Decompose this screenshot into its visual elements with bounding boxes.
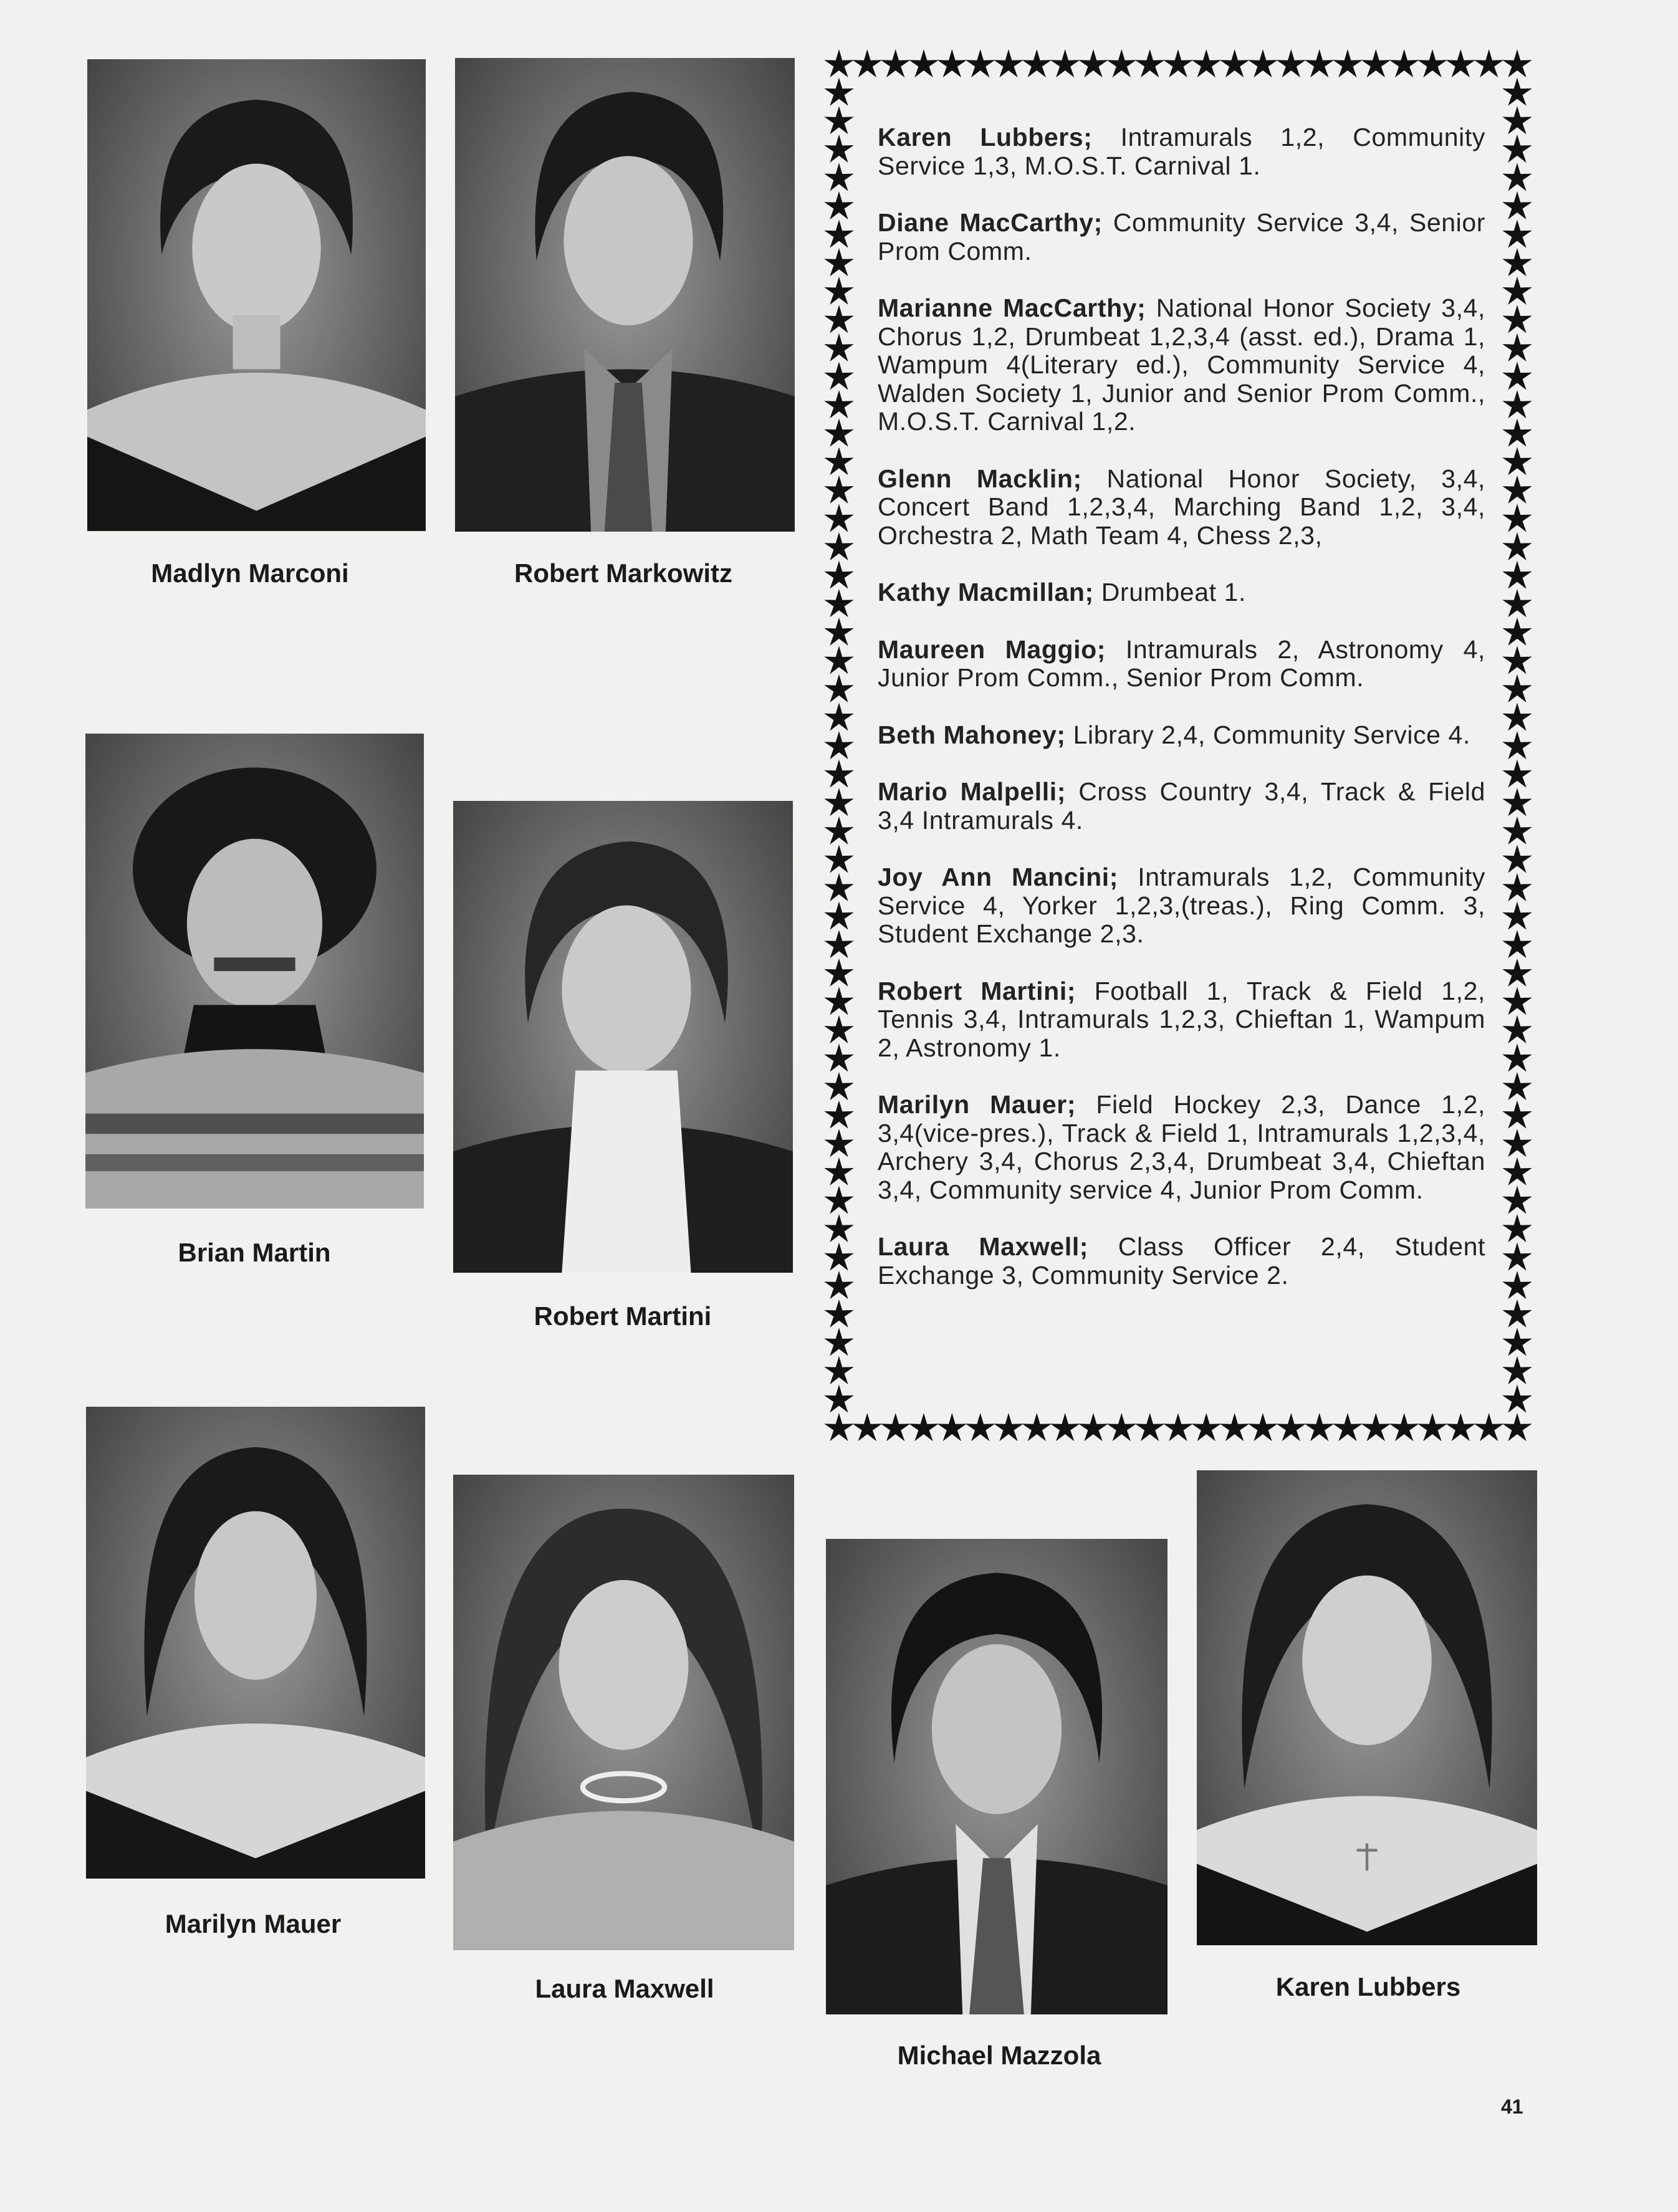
star-icon <box>824 419 854 447</box>
star-icon <box>1502 561 1532 589</box>
bio-activities: National Honor Society 3,4, Chorus 1,2, Drumbeat 1,2,3,4 (asst. ed.), Drama 1, Wampum 4(Literary ed.), Community Service 4, Walden Society 1, Junior and Senior Prom Comm., M.O.S.T. Carnival 1,2. <box>878 294 1485 436</box>
bio-student-name: Glenn Macklin; <box>878 464 1082 493</box>
bio-activities: Drumbeat 1. <box>1093 578 1246 606</box>
star-icon <box>1502 1185 1532 1214</box>
star-icon <box>1502 987 1532 1015</box>
star-icon <box>824 646 854 674</box>
star-icon <box>1277 49 1306 77</box>
star-icon <box>1502 731 1532 759</box>
star-icon <box>1446 49 1476 77</box>
star-icon <box>1502 78 1532 106</box>
bio-entry <box>878 578 1485 607</box>
star-icon <box>1417 49 1447 77</box>
star-icon <box>824 49 854 77</box>
star-icon <box>1220 49 1250 77</box>
star-icon <box>937 49 967 77</box>
star-icon <box>1502 902 1532 930</box>
bio-student-name: Marilyn Mauer; <box>878 1090 1076 1119</box>
bio-student-name: Maureen Maggio; <box>878 634 1106 664</box>
star-icon <box>824 248 854 276</box>
star-icon <box>1417 1413 1447 1441</box>
star-icon <box>1361 49 1391 77</box>
photo-caption: Karen Lubbers <box>1275 1972 1461 2001</box>
star-icon <box>824 1214 854 1242</box>
bio-activities: Community Service 3,4, Senior Prom Comm. <box>878 208 1485 266</box>
star-icon <box>994 1413 1024 1441</box>
star-icon <box>1248 1413 1278 1441</box>
star-icon <box>824 930 854 958</box>
star-icon <box>824 191 854 219</box>
star-icon <box>1502 447 1532 475</box>
bio-entry <box>878 465 1485 550</box>
bio-activities: Class Officer 2,4, Student Exchange 3, Community Service 2. <box>878 1232 1485 1290</box>
star-icon <box>824 788 854 816</box>
star-icon <box>1502 1300 1532 1328</box>
star-icon <box>1333 49 1363 77</box>
star-icon <box>824 1384 854 1412</box>
photo-caption: Robert Martini <box>534 1301 712 1331</box>
star-icon <box>824 78 854 106</box>
photo-caption: Madlyn Marconi <box>151 558 349 588</box>
bio-entry <box>878 294 1485 436</box>
star-icon <box>824 361 854 390</box>
star-icon <box>824 390 854 418</box>
star-icon <box>824 106 854 134</box>
bio-entry <box>878 123 1485 180</box>
star-icon <box>1502 1129 1532 1157</box>
star-icon <box>937 1413 967 1441</box>
star-icon <box>1502 1356 1532 1384</box>
star-icon <box>824 1328 854 1356</box>
star-icon <box>824 731 854 759</box>
star-icon <box>994 49 1024 77</box>
bio-activities: Intramurals 2, Astronomy 4, Junior Prom Comm., Senior Prom Comm. <box>878 634 1486 692</box>
star-icon <box>1502 1243 1532 1271</box>
star-icon <box>824 532 854 560</box>
photo-caption: Robert Markowitz <box>514 558 733 588</box>
portrait-photo-robert-martini <box>453 801 793 1273</box>
star-icon <box>1220 1413 1250 1441</box>
star-icon <box>1502 816 1532 845</box>
star-icon <box>1333 1413 1363 1441</box>
star-icon <box>824 674 854 702</box>
bio-entry <box>878 1233 1485 1290</box>
bio-activities: National Honor Society, 3,4, Concert Band 1,2,3,4, Marching Band 1,2, 3,4, Orchestra 2, Math Team 4, Chess 2,3, <box>878 464 1485 550</box>
star-icon <box>824 1243 854 1271</box>
star-icon <box>824 1271 854 1299</box>
star-icon <box>1502 1015 1532 1043</box>
star-icon <box>1502 49 1532 77</box>
bio-student-name: Kathy Macmillan; <box>878 578 1094 606</box>
star-icon <box>824 1185 854 1214</box>
bio-star-frame <box>823 49 1533 1445</box>
star-icon <box>1078 1413 1108 1441</box>
bio-entry <box>878 1091 1485 1204</box>
star-icon <box>1502 220 1532 248</box>
star-icon <box>824 987 854 1015</box>
star-icon <box>824 447 854 475</box>
bio-activities: Field Hockey 2,3, Dance 1,2, 3,4(vice-pres.), Track & Field 1, Intramurals 1,2,3,4, Archery 3,4, Chorus 2,3,4, Drumbeat 3,4, Chieftan 3,4, Community service 4, Junior Prom Comm. <box>878 1090 1485 1204</box>
portrait-photo-laura-maxwell <box>453 1475 794 1950</box>
portrait-photo-brian-martin <box>85 734 424 1209</box>
photo-caption: Brian Martin <box>178 1238 331 1267</box>
page-number: 41 <box>1501 2095 1523 2118</box>
star-icon <box>1305 49 1335 77</box>
star-icon <box>824 333 854 361</box>
star-icon <box>1502 305 1532 333</box>
bio-activities: Cross Country 3,4, Track & Field 3,4 Intramurals 4. <box>878 777 1486 835</box>
star-icon <box>824 1015 854 1043</box>
star-icon <box>1474 1413 1504 1441</box>
star-icon <box>1502 390 1532 418</box>
star-icon <box>824 1129 854 1157</box>
bio-student-name: Beth Mahoney; <box>878 720 1066 749</box>
star-icon <box>909 49 939 77</box>
star-icon <box>1163 1413 1193 1441</box>
bio-activities: Football 1, Track & Field 1,2, Tennis 3,4, Intramurals 1,2,3, Chieftan 1, Wampum 2, Astronomy 1. <box>878 976 1485 1062</box>
star-icon <box>824 902 854 930</box>
star-icon <box>1502 1101 1532 1129</box>
star-icon <box>966 1413 995 1441</box>
star-icon <box>824 305 854 333</box>
star-icon <box>1502 1157 1532 1185</box>
star-icon <box>909 1413 939 1441</box>
star-icon <box>1502 702 1532 730</box>
bio-activities: Library 2,4, Community Service 4. <box>1065 720 1470 749</box>
star-icon <box>1502 930 1532 958</box>
star-icon <box>1502 1271 1532 1299</box>
star-icon <box>824 702 854 730</box>
star-icon <box>1502 646 1532 674</box>
star-icon <box>1107 1413 1137 1441</box>
star-icon <box>824 1300 854 1328</box>
portrait-photo-karen-lubbers <box>1197 1470 1537 1945</box>
star-icon <box>1502 248 1532 276</box>
star-icon <box>881 49 911 77</box>
star-icon <box>1502 1413 1532 1441</box>
portrait-photo-michael-mazzola <box>826 1539 1167 2014</box>
star-icon <box>1502 589 1532 617</box>
portrait-photo-madlyn-marconi <box>87 59 426 531</box>
bio-entry <box>878 721 1485 750</box>
bio-entry <box>878 977 1485 1063</box>
star-icon <box>1502 959 1532 987</box>
star-icon <box>1248 49 1278 77</box>
star-icon <box>881 1413 911 1441</box>
star-icon <box>1502 618 1532 646</box>
star-icon <box>824 561 854 589</box>
star-icon <box>1502 419 1532 447</box>
star-icon <box>1502 1214 1532 1242</box>
bio-entry <box>878 863 1485 949</box>
star-icon <box>1502 1072 1532 1100</box>
star-icon <box>1107 49 1137 77</box>
star-icon <box>1502 504 1532 532</box>
star-icon <box>853 49 883 77</box>
photo-caption: Michael Mazzola <box>897 2041 1101 2070</box>
star-icon <box>1502 845 1532 873</box>
star-icon <box>1502 1043 1532 1071</box>
star-icon <box>1022 49 1052 77</box>
star-icon <box>1277 1413 1306 1441</box>
star-icon <box>1502 277 1532 305</box>
star-icon <box>1361 1413 1391 1441</box>
bio-entry <box>878 636 1485 692</box>
bio-list <box>878 123 1485 1318</box>
star-icon <box>1192 1413 1222 1441</box>
star-icon <box>1135 49 1165 77</box>
star-icon <box>1502 674 1532 702</box>
star-icon <box>824 504 854 532</box>
star-icon <box>824 816 854 845</box>
star-icon <box>1502 163 1532 191</box>
star-icon <box>1502 760 1532 788</box>
star-icon <box>824 220 854 248</box>
star-icon <box>1022 1413 1052 1441</box>
star-icon <box>1502 476 1532 504</box>
star-icon <box>1502 135 1532 163</box>
portrait-photo-robert-markowitz <box>455 58 795 532</box>
star-icon <box>1502 106 1532 134</box>
photo-caption: Laura Maxwell <box>535 1974 714 2003</box>
bio-student-name: Joy Ann Mancini; <box>878 863 1119 891</box>
star-icon <box>1192 49 1222 77</box>
star-icon <box>824 845 854 873</box>
star-icon <box>1502 333 1532 361</box>
star-icon <box>1078 49 1108 77</box>
bio-entry <box>878 778 1485 835</box>
star-icon <box>824 163 854 191</box>
bio-student-name: Laura Maxwell; <box>878 1232 1089 1261</box>
bio-entry <box>878 209 1485 266</box>
star-icon <box>1474 49 1504 77</box>
star-icon <box>1050 49 1080 77</box>
star-icon <box>824 1157 854 1185</box>
star-icon <box>824 1072 854 1100</box>
bio-student-name: Marianne MacCarthy; <box>878 294 1146 322</box>
star-icon <box>1502 532 1532 560</box>
star-icon <box>1305 1413 1335 1441</box>
star-icon <box>824 1356 854 1384</box>
star-icon <box>824 760 854 788</box>
star-icon <box>1389 1413 1419 1441</box>
star-icon <box>966 49 995 77</box>
star-icon <box>824 476 854 504</box>
star-icon <box>824 589 854 617</box>
bio-student-name: Diane MacCarthy; <box>878 208 1103 237</box>
bio-activities: Intramurals 1,2, Community Service 1,3, M.O.S.T. Carnival 1. <box>878 123 1485 180</box>
star-icon <box>1502 1328 1532 1356</box>
star-icon <box>824 1413 854 1441</box>
star-icon <box>1502 1384 1532 1412</box>
star-icon <box>824 959 854 987</box>
bio-student-name: Karen Lubbers; <box>878 123 1093 151</box>
bio-student-name: Robert Martini; <box>878 976 1076 1005</box>
star-icon <box>824 873 854 901</box>
photo-caption: Marilyn Mauer <box>165 1909 342 1938</box>
star-icon <box>824 618 854 646</box>
bio-student-name: Mario Malpelli; <box>878 777 1066 806</box>
star-icon <box>1502 361 1532 390</box>
star-icon <box>824 1101 854 1129</box>
star-icon <box>1135 1413 1165 1441</box>
star-icon <box>1502 788 1532 816</box>
star-icon <box>1163 49 1193 77</box>
portrait-photo-marilyn-mauer <box>86 1407 425 1879</box>
star-icon <box>1502 191 1532 219</box>
star-icon <box>1502 873 1532 901</box>
star-icon <box>1446 1413 1476 1441</box>
star-icon <box>1389 49 1419 77</box>
star-icon <box>853 1413 883 1441</box>
star-icon <box>824 1043 854 1071</box>
star-icon <box>1050 1413 1080 1441</box>
star-icon <box>824 135 854 163</box>
bio-activities: Intramurals 1,2, Community Service 4, Yorker 1,2,3,(treas.), Ring Comm. 3, Student Exchange 2,3. <box>878 863 1485 948</box>
star-icon <box>824 277 854 305</box>
